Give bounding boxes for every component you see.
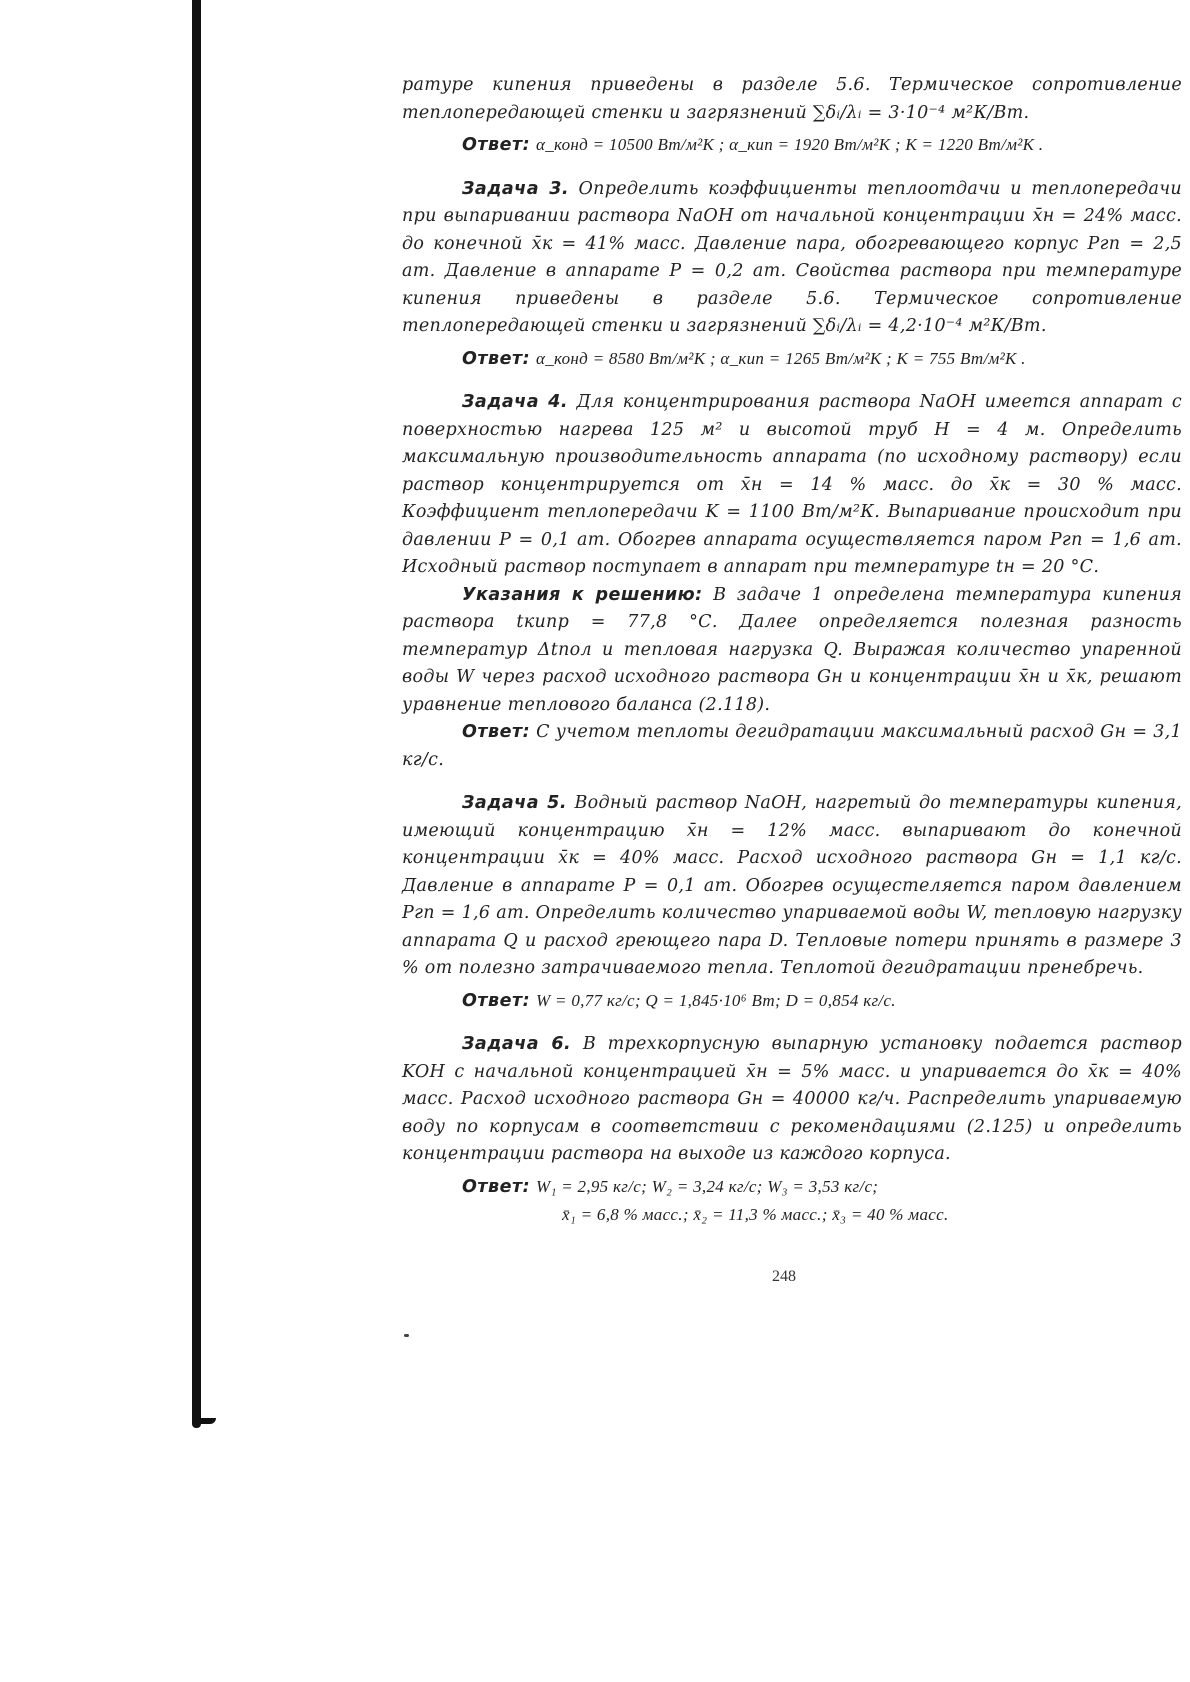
task-4-text: Для концентрирования раствора NaOH имеется аппарат с поверхностью нагрева 125 м² и высотой труб H = 4 м. Определить максимальную производительность аппарата (по исходному раствору) если раствор концентрируется от x̄н = 14 % масс. до x̄к = 30 % масс. Коэффициент теплопередачи K = 1100 Вт/м²К. Выпаривание происходит при давлении P = 0,1 ат. Обогрев аппарата осуществляется паром Pгп = 1,6 ат. Исходный раствор поступает в аппарат при температуре tн = 20 °С. xyxy=(402,392,1182,577)
task-3-text: Определить коэффициенты теплоотдачи и теплопередачи при выпаривании раствора NaOH от начальной концентрации x̄н = 24% масс. до конечной x̄к = 41% масс. Давление пара, обогревающего корпус Pгп = 2,5 ат. Давление в аппарате P = 0,2 ат. Свойства раствора при температуре кипения приведены в разделе 5.6. Термическое сопротивление теплопередающей стенки и загрязнений ∑δᵢ/λᵢ = 4,2·10⁻⁴ м²К/Вт. xyxy=(402,178,1182,336)
task-5-label: Задача 5. xyxy=(462,793,568,813)
answer-value: W = 0,77 кг/с; Q = 1,845·10⁶ Вт; D = 0,854 кг/с. xyxy=(535,990,896,1010)
task-6 xyxy=(402,1031,1182,1169)
scan-speck xyxy=(404,1334,409,1337)
answer-value: α_конд = 10500 Вт/м²К ; α_кип = 1920 Вт/м²К ; K = 1220 Вт/м²К . xyxy=(535,135,1044,154)
task-4 xyxy=(402,389,1182,582)
answer-value: α_конд = 8580 Вт/м²К ; α_кип = 1265 Вт/м²К ; K = 755 Вт/м²К . xyxy=(535,348,1026,368)
answer-label: Ответ: xyxy=(462,348,531,369)
intro-answer xyxy=(402,131,1182,160)
task-5-answer xyxy=(402,987,1182,1016)
task-3 xyxy=(402,176,1182,341)
answer-value: С учетом теплоты дегидратации максимальный расход Gн = 3,1 кг/с. xyxy=(402,722,1182,770)
hint-text: В задаче 1 определена температура кипения раствора tкипр = 77,8 °С. Далее определяется полезная разность температур Δtпол и тепловая нагрузка Q. Выражая количество упаренной воды W через расход исходного раствора Gн и концентрации x̄н и x̄к, решают уравнение теплового баланса (2.118). xyxy=(402,584,1182,715)
answer-value-line-1: W₁ = 2,95 кг/с; W₂ = 3,24 кг/с; W₃ = 3,53 кг/с; xyxy=(535,1176,879,1196)
page-body xyxy=(402,72,1182,1229)
task-4-answer xyxy=(402,719,1182,774)
hint-label: Указания к решению: xyxy=(462,584,703,605)
task-3-label: Задача 3. xyxy=(462,178,570,199)
task-5-text: Водный раствор NaOH, нагретый до температуры кипения, имеющий концентрацию x̄н = 12% масс. выпаривают до конечной концентрации x̄к = 40% масс. Расход исходного раствора Gн = 1,1 кг/с. Давление в аппарате P = 0,1 ат. Обогрев осущестеляется паром давлением Pгп = 1,6 ат. Определить количество упариваемой воды W, тепловую нагрузку аппарата Q и расход греющего пара D. Тепловые потери принять в размере 3 % от полезно затрачиваемого тепла. Теплотой дегидратации пренебречь. xyxy=(402,793,1182,978)
answer-label: Ответ: xyxy=(462,722,531,742)
task-3-answer xyxy=(402,345,1182,374)
answer-label: Ответ: xyxy=(462,1176,531,1197)
binding-edge xyxy=(192,0,201,1428)
answer-label: Ответ: xyxy=(462,990,531,1011)
answer-value-line-2: x̄₁ = 6,8 % масс.; x̄₂ = 11,3 % масс.; x̄₃ = 40 % масс. xyxy=(562,1205,949,1224)
task-4-hint xyxy=(402,582,1182,720)
page-number: 248 xyxy=(772,1268,796,1285)
task-6-text: В трехкорпусную выпарную установку подается раствор KOH с начальной концентрацией x̄н = 5% масс. и упаривается до x̄к = 40% масс. Расход исходного раствора Gн = 40000 кг/ч. Распределить упариваемую воду по корпусам в соответствии с рекомендациями (2.125) и определить концентрации раствора на выходе из каждого корпуса. xyxy=(402,1034,1182,1164)
task-6-answer xyxy=(402,1173,1182,1202)
answer-label: Ответ: xyxy=(462,135,531,155)
task-6-label: Задача 6. xyxy=(462,1034,572,1054)
task-4-label: Задача 4. xyxy=(462,392,569,412)
task-5 xyxy=(402,790,1182,983)
binding-edge-foot xyxy=(192,1418,216,1424)
intro-text: ратуре кипения приведены в разделе 5.6. Термическое сопротивление теплопередающей стенки и загрязнений ∑δᵢ/λᵢ = 3·10⁻⁴ м²К/Вт. xyxy=(402,75,1182,123)
